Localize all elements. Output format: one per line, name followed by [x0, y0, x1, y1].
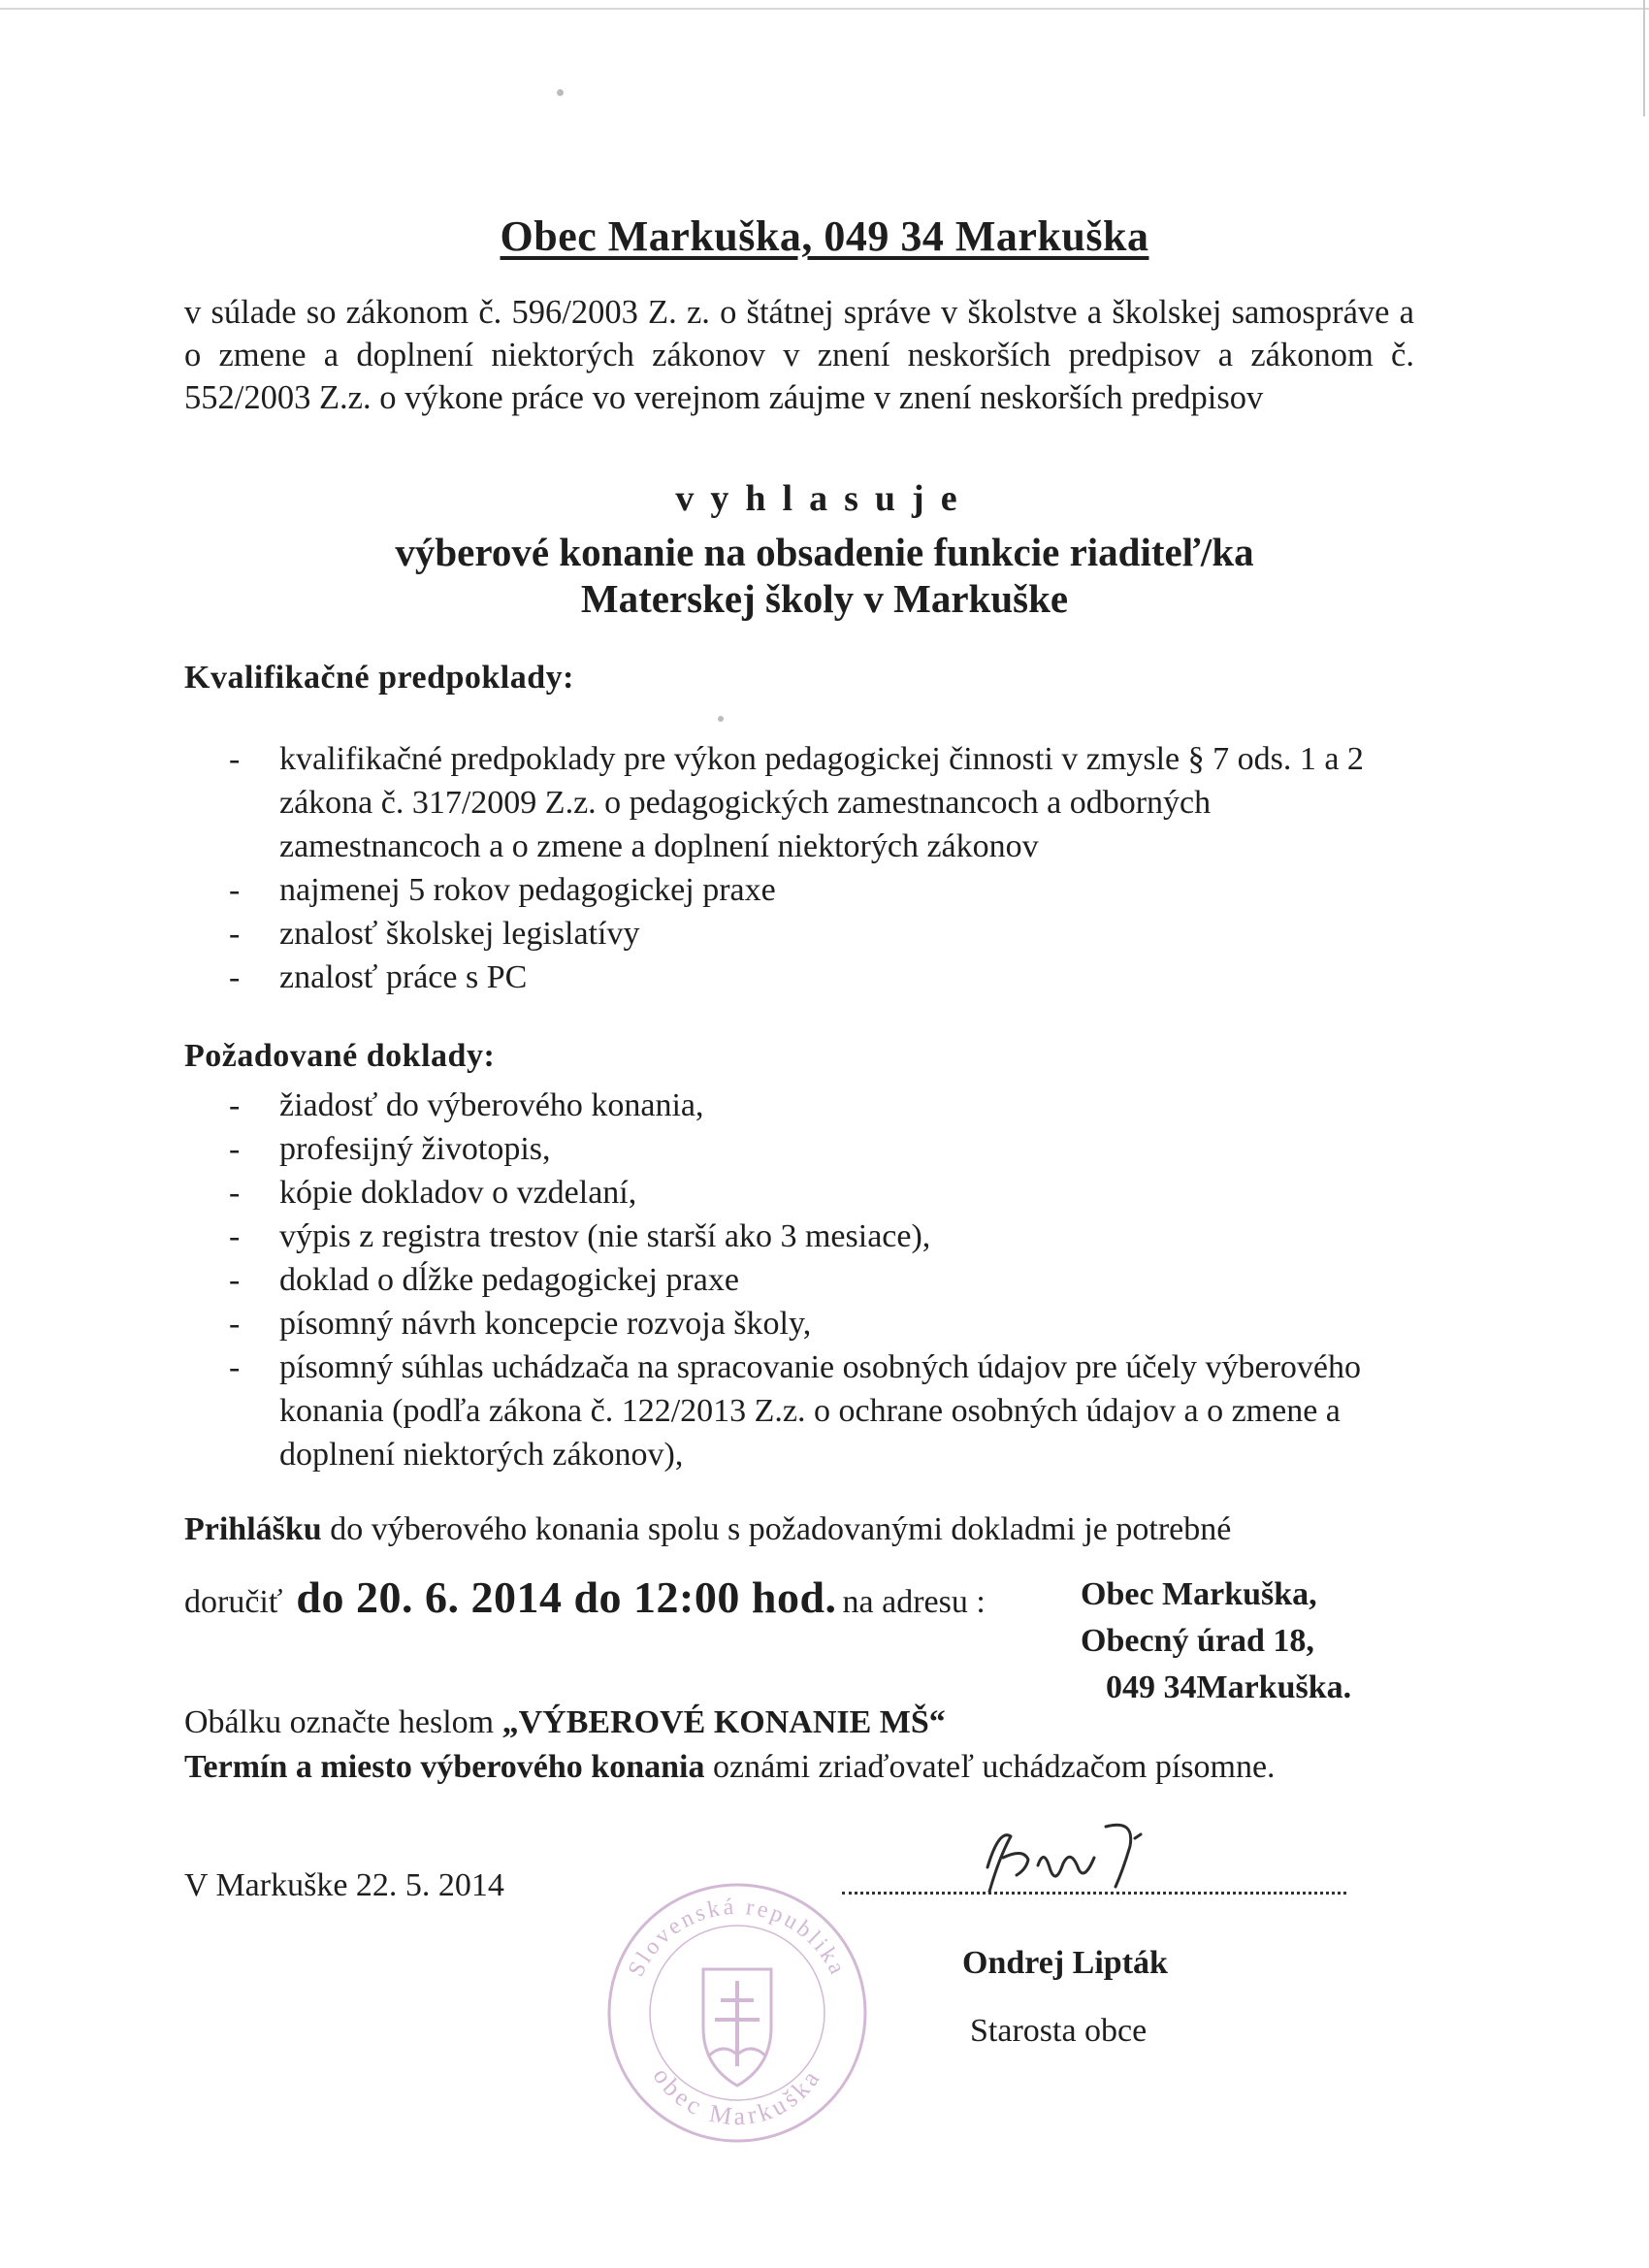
headline-line-1: výberové konanie na obsadenie funkcie riaditeľ/ka: [395, 530, 1254, 574]
document-title: Obec Markuška, 049 34 Markuška: [500, 212, 1149, 260]
envelope-password: „VÝBEROVÉ KONANIE MŠ“: [501, 1704, 946, 1740]
deadline-line: [184, 1571, 986, 1623]
envelope-text: Obálku označte heslom: [184, 1704, 502, 1740]
list-item: - doklad o dĺžke pedagogickej praxe: [229, 1262, 739, 1298]
list-item: - písomný návrh koncepcie rozvoja školy,: [229, 1306, 812, 1342]
submission-lead: Prihlášku: [184, 1511, 322, 1547]
term-bold: Termín a miesto výberového konania: [184, 1749, 705, 1785]
signer-role: Starosta obce: [970, 2013, 1148, 2049]
address-line-3: 049 34Markuška.: [1106, 1669, 1352, 1705]
term-rest: oznámi zriaďovateľ uchádzačom písomne.: [704, 1749, 1276, 1785]
scan-edge-right: [1643, 0, 1645, 116]
list-item: - kvalifikačné predpoklady pre výkon pedagogickej činnosti v zmysle § 7 ods. 1 a 2 zákona č. 317/2009 Z.z. o pedagogických zamestnancoch a odborných zamestnancoch a o zmene a doplnení niektorých zákonov: [229, 741, 1364, 864]
list-item: - písomný súhlas uchádzača na spracovanie osobných údajov pre účely výberového konania (podľa zákona č. 122/2013 Z.z. o ochrane osobných údajov a o zmene a doplnení niektorých zákonov),: [229, 1349, 1362, 1473]
svg-text:Slovenská republika: Slovenská republika: [623, 1894, 852, 1981]
official-stamp: [597, 1872, 878, 2158]
signature-graphic: [970, 1799, 1183, 1906]
submission-text: do výberového konania spolu s požadovanými dokladmi je potrebné: [321, 1511, 1232, 1547]
address-block: [1081, 1571, 1351, 1711]
scan-speck: [718, 716, 724, 722]
scan-speck: [557, 89, 564, 96]
qualifications-heading: Kvalifikačné predpoklady:: [184, 660, 574, 696]
address-line-1: Obec Markuška,: [1081, 1576, 1317, 1612]
headline-line-2: Materskej školy v Markuške: [580, 576, 1069, 621]
submission-paragraph: [184, 1507, 1416, 1552]
deliver-word: doručiť: [184, 1584, 283, 1620]
to-address-label: na adresu :: [842, 1584, 986, 1620]
envelope-paragraph: [184, 1701, 1416, 1790]
list-item: - znalosť školskej legislatívy: [229, 916, 640, 952]
list-item: - znalosť práce s PC: [229, 959, 528, 995]
list-item: - kópie dokladov o vzdelaní,: [229, 1175, 637, 1211]
handwritten-signature: [970, 1799, 1183, 1911]
headline: [0, 529, 1649, 622]
list-item: - profesijný životopis,: [229, 1131, 551, 1167]
stamp-graphic: [597, 1872, 878, 2154]
date-place: V Markuške 22. 5. 2014: [184, 1867, 504, 1903]
scan-edge-top: [0, 8, 1649, 10]
announcement-word: vyhlasuje: [675, 478, 974, 519]
list-item: - najmenej 5 rokov pedagogickej praxe: [229, 872, 776, 908]
signer-name: Ondrej Lipták: [962, 1945, 1168, 1981]
documents-heading: Požadované doklady:: [184, 1038, 496, 1074]
documents-list: [184, 1084, 1395, 1476]
intro-paragraph: v súlade so zákonom č. 596/2003 Z. z. o štátnej správe v školstve a školskej samospráve a o zmene a doplnení niektorých zákonov v znení neskorších predpisov a zákonom č. 552/2003 Z.z. o výkone práce vo verejnom záujme v znení neskorších predpisov: [184, 294, 1414, 416]
deadline: do 20. 6. 2014 do 12:00 hod.: [296, 1572, 837, 1622]
address-line-2: Obecný úrad 18,: [1081, 1623, 1314, 1659]
list-item: - výpis z registra trestov (nie starší ako 3 mesiace),: [229, 1218, 931, 1254]
qualifications-list: [184, 737, 1395, 999]
list-item: - žiadosť do výberového konania,: [229, 1087, 704, 1123]
svg-text:obec Markuška: obec Markuška: [647, 2062, 827, 2131]
